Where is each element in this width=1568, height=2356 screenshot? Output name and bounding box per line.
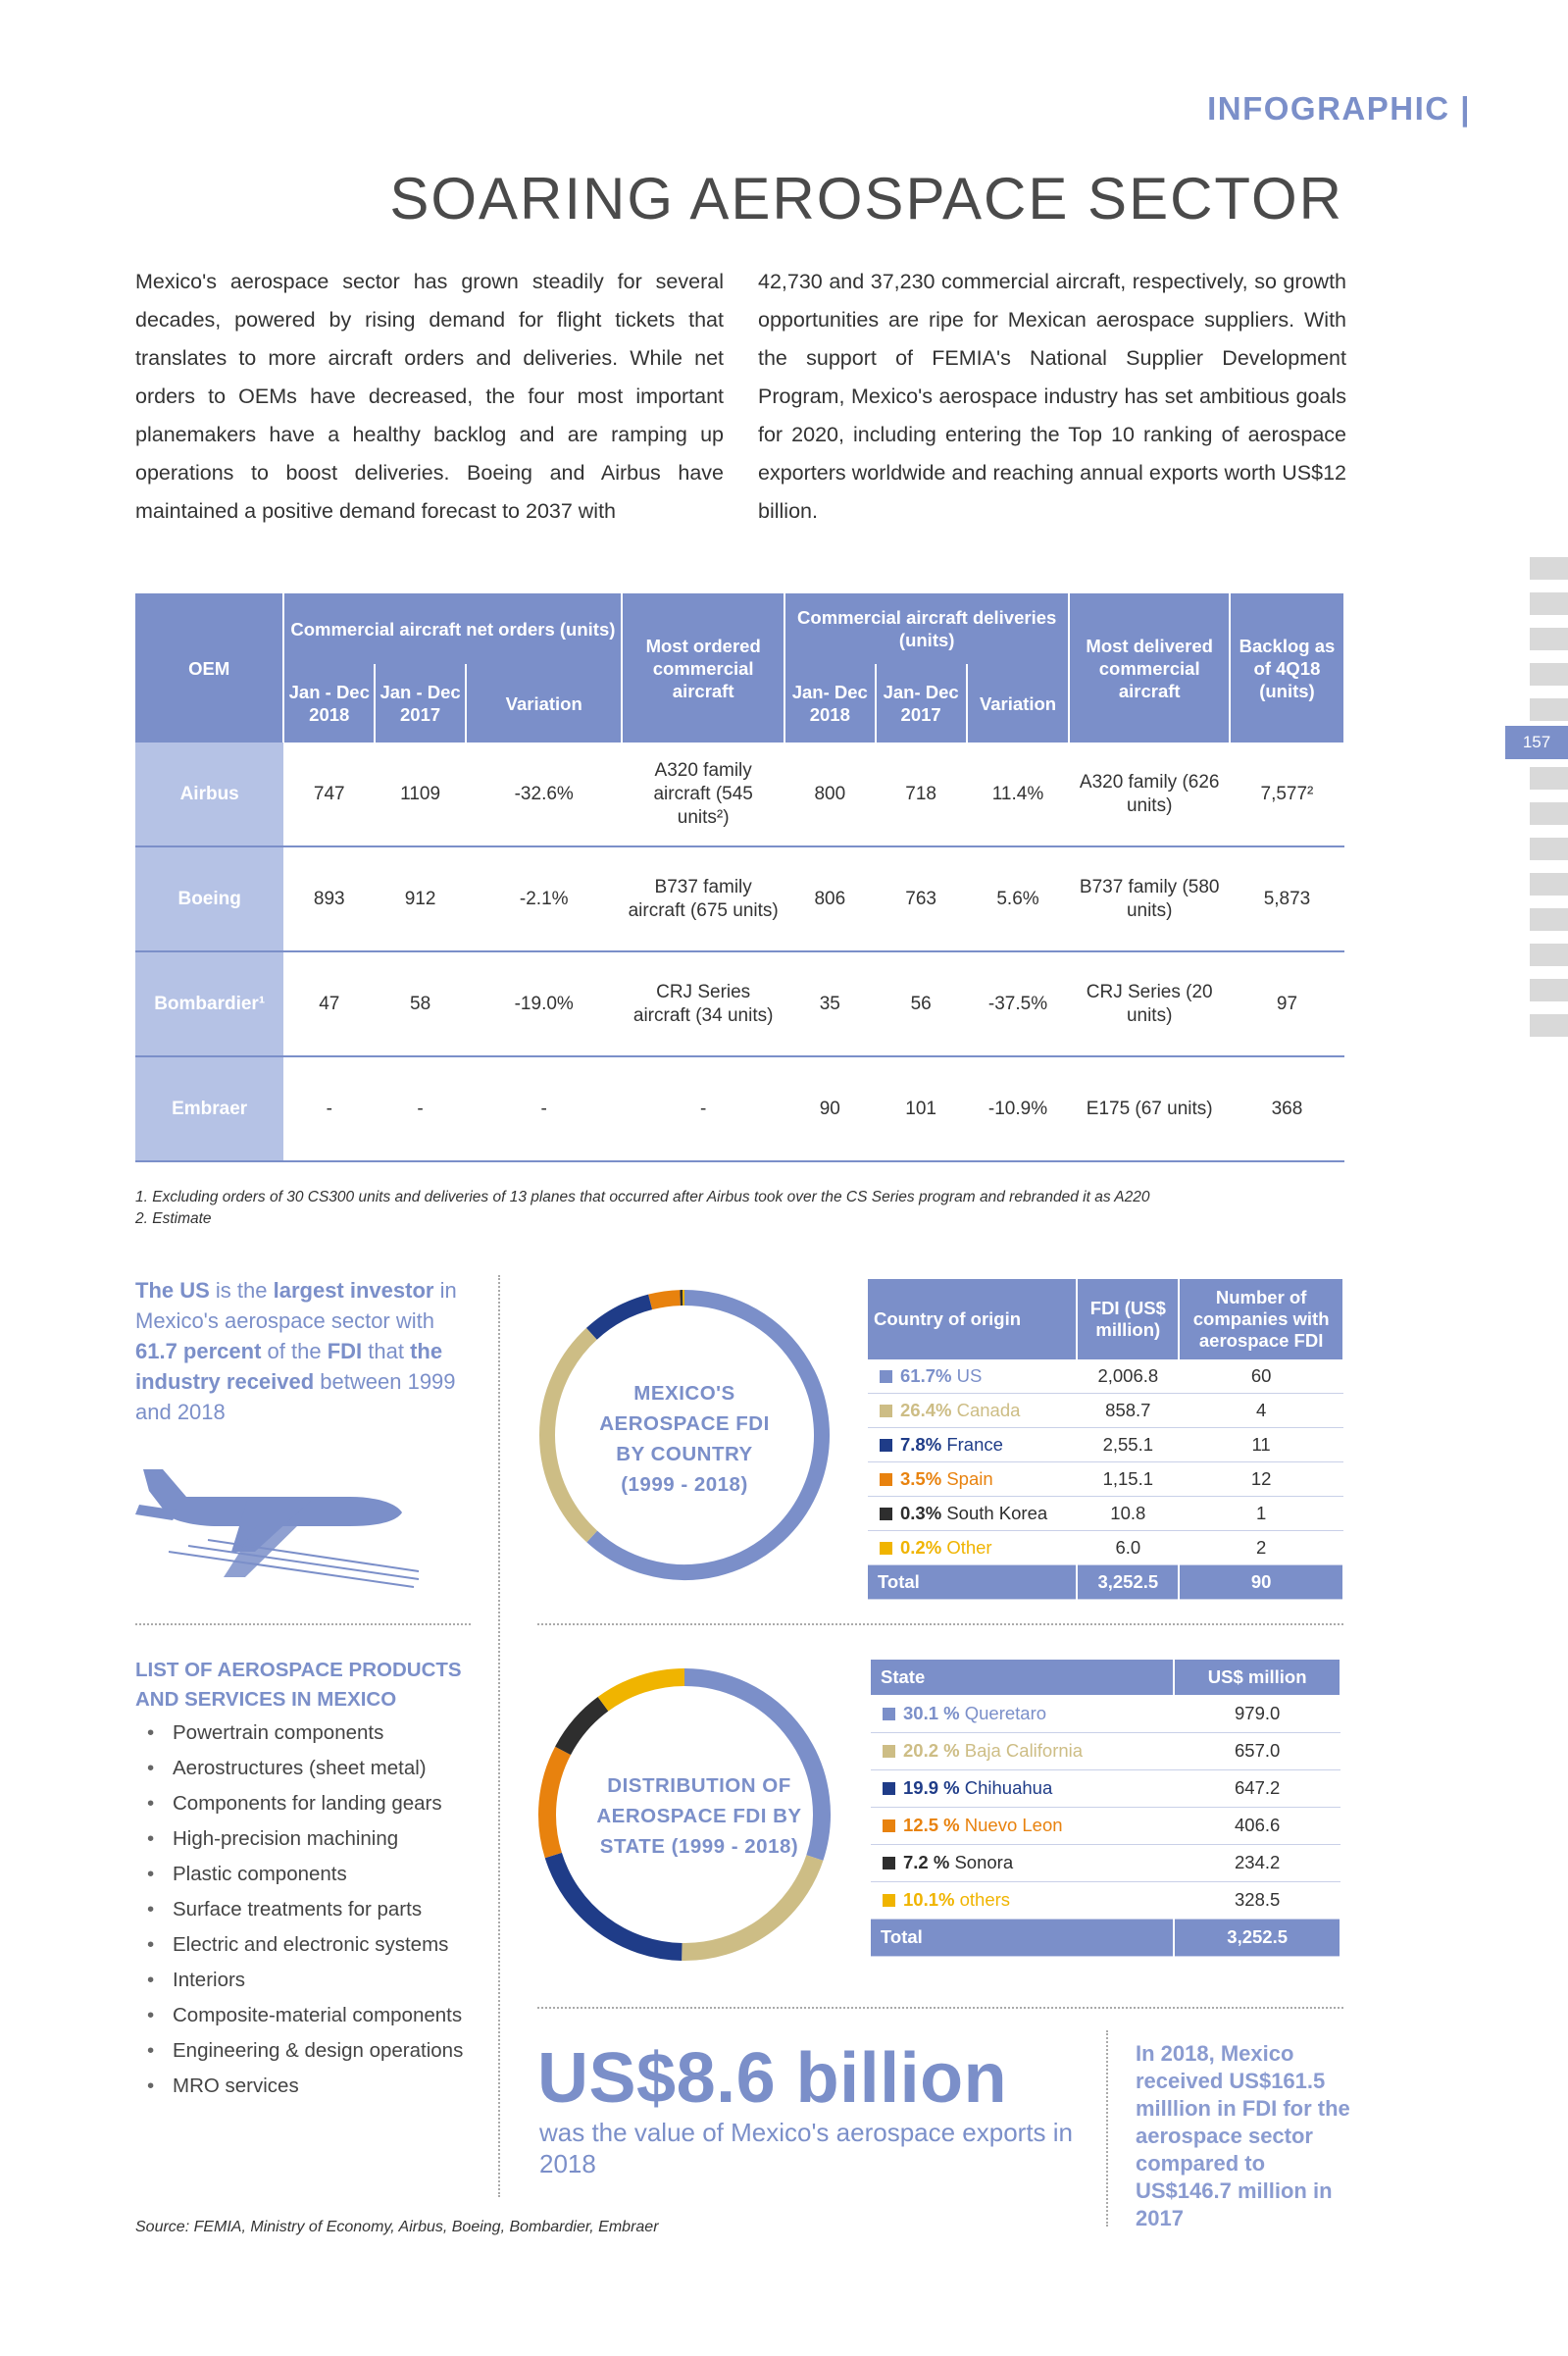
most-delivered: A320 family (626 units)	[1069, 743, 1229, 846]
callout-part: the industry received	[135, 1339, 443, 1394]
list-item: • Powertrain components	[173, 1719, 526, 1747]
swatch-icon	[880, 1439, 892, 1452]
table-row	[135, 743, 1344, 846]
orders-variation: -19.0%	[466, 951, 622, 1056]
company-count: 4	[1179, 1394, 1343, 1428]
callout-part: is the	[209, 1278, 274, 1303]
oem-name: Embraer	[135, 1056, 283, 1161]
callout-part: that	[362, 1339, 411, 1363]
company-count: 1	[1179, 1497, 1343, 1531]
header-deliveries-group: Commercial aircraft deliveries (units)	[784, 593, 1070, 664]
swatch-icon	[883, 1745, 895, 1758]
state-cell	[871, 1807, 1174, 1844]
donut-segment	[591, 1302, 650, 1333]
side-tab	[1530, 592, 1568, 615]
table-row	[135, 846, 1344, 951]
state-pct: 20.2 %	[903, 1740, 960, 1761]
header-most-delivered: Most delivered commercial aircraft	[1069, 593, 1229, 743]
fdi-country-donut-label	[557, 1378, 812, 1500]
list-item: • Engineering & design operations	[173, 2037, 526, 2065]
table-row	[871, 1807, 1340, 1844]
donut-segment	[547, 1751, 563, 1856]
header-orders-variation: Variation	[466, 664, 622, 743]
deliveries-2018: 35	[784, 951, 876, 1056]
side-tab	[1530, 1014, 1568, 1037]
state-value: 406.6	[1174, 1807, 1340, 1844]
swatch-icon	[883, 1894, 895, 1907]
swatch-icon	[883, 1819, 895, 1832]
list-item: • Plastic components	[173, 1861, 526, 1888]
state-name: Sonora	[954, 1852, 1014, 1872]
callout-part: in Mexico's aerospace sector with	[135, 1278, 457, 1333]
most-ordered: -	[622, 1056, 784, 1161]
oem-table	[135, 593, 1345, 1162]
country-name: Spain	[946, 1468, 993, 1489]
state-name: Nuevo Leon	[964, 1815, 1063, 1835]
oem-name: Airbus	[135, 743, 283, 846]
intro-right: 42,730 and 37,230 commercial aircraft, respectively, so growth opportunities are ripe for Mexican aerospace suppliers. With the support of FEMIA's National Supplier Development Program, Mexico's aerospace industry has set ambitious goals for 2020, including entering the Top 10 ranking of aerospace exporters worldwide and reaching annual exports worth US$12 billion.	[758, 270, 1346, 523]
most-ordered: B737 family aircraft (675 units)	[622, 846, 784, 951]
swatch-icon	[880, 1370, 892, 1383]
page-title: SOARING AEROSPACE SECTOR	[389, 166, 1343, 231]
country-name: France	[946, 1434, 1003, 1455]
callout-part: 61.7 percent	[135, 1339, 262, 1363]
fdi-state-table	[871, 1660, 1341, 1957]
products-list	[135, 1719, 526, 2108]
side-tab	[1530, 908, 1568, 931]
donut-label-line: MEXICO'S	[633, 1382, 735, 1405]
side-tab	[1530, 767, 1568, 790]
state-cell	[871, 1844, 1174, 1881]
state-name: others	[959, 1889, 1011, 1910]
donut-label-line: BY COUNTRY	[616, 1443, 753, 1465]
side-tab	[1530, 628, 1568, 650]
deliveries-variation: -10.9%	[967, 1056, 1070, 1161]
side-tab	[1530, 944, 1568, 966]
state-cell	[871, 1769, 1174, 1807]
table-row	[871, 1769, 1340, 1807]
callout-part: between 1999 and 2018	[135, 1369, 456, 1424]
orders-2017: 1109	[375, 743, 466, 846]
side-tab	[1530, 979, 1568, 1001]
section-tag: INFOGRAPHIC |	[1207, 90, 1471, 127]
vertical-divider	[1106, 2030, 1108, 2227]
state-cell	[871, 1732, 1174, 1769]
company-count: 12	[1179, 1462, 1343, 1497]
table-row	[871, 1732, 1340, 1769]
donut-label-line: (1999 - 2018)	[621, 1473, 748, 1496]
header-state: State	[871, 1660, 1174, 1695]
orders-2018: 893	[283, 846, 375, 951]
orders-2018: 47	[283, 951, 375, 1056]
state-pct: 19.9 %	[903, 1777, 960, 1798]
footnote-2: 2. Estimate	[135, 1210, 212, 1227]
state-pct: 10.1%	[903, 1889, 955, 1910]
swatch-icon	[883, 1708, 895, 1720]
deliveries-variation: 11.4%	[967, 743, 1070, 846]
swatch-icon	[883, 1857, 895, 1869]
country-pct: 0.2%	[900, 1537, 942, 1558]
table-row	[135, 951, 1344, 1056]
fdi-country-table	[868, 1279, 1344, 1600]
country-pct: 0.3%	[900, 1503, 942, 1523]
side-tab	[1530, 802, 1568, 825]
orders-2018: -	[283, 1056, 375, 1161]
us-investor-callout	[135, 1275, 469, 1427]
country-cell	[868, 1394, 1077, 1428]
list-item: • High-precision machining	[173, 1825, 526, 1853]
deliveries-2017: 763	[876, 846, 967, 951]
country-pct: 7.8%	[900, 1434, 942, 1455]
state-pct: 7.2 %	[903, 1852, 950, 1872]
orders-variation: -2.1%	[466, 846, 622, 951]
page-number: 157	[1505, 726, 1568, 759]
company-count: 11	[1179, 1428, 1343, 1462]
divider	[135, 1623, 471, 1625]
table-row	[868, 1531, 1343, 1565]
orders-2018: 747	[283, 743, 375, 846]
header-orders-group: Commercial aircraft net orders (units)	[283, 593, 622, 664]
oem-name: Boeing	[135, 846, 283, 951]
most-ordered: CRJ Series aircraft (34 units)	[622, 951, 784, 1056]
total-label: Total	[871, 1919, 1174, 1956]
donut-segment	[603, 1677, 684, 1704]
donut-label-line: STATE (1999 - 2018)	[599, 1835, 799, 1858]
country-name: South Korea	[946, 1503, 1048, 1523]
state-value: 657.0	[1174, 1732, 1340, 1769]
list-item: • Composite-material components	[173, 2002, 526, 2029]
deliveries-variation: 5.6%	[967, 846, 1070, 951]
most-ordered: A320 family aircraft (545 units²)	[622, 743, 784, 846]
header-deliveries-2017: Jan- Dec 2017	[876, 664, 967, 743]
deliveries-variation: -37.5%	[967, 951, 1070, 1056]
table-row	[868, 1497, 1343, 1531]
most-delivered: CRJ Series (20 units)	[1069, 951, 1229, 1056]
source-note: Source: FEMIA, Ministry of Economy, Airbus, Boeing, Bombardier, Embraer	[135, 2219, 659, 2235]
backlog: 5,873	[1230, 846, 1344, 951]
orders-2017: 912	[375, 846, 466, 951]
backlog: 97	[1230, 951, 1344, 1056]
header-orders-2018: Jan - Dec 2018	[283, 664, 375, 743]
callout-part: The US	[135, 1278, 210, 1303]
state-cell	[871, 1881, 1174, 1919]
fdi-state-donut-label	[567, 1770, 832, 1862]
intro-left: Mexico's aerospace sector has grown steadily for several decades, powered by rising demand for flight tickets that translates to more aircraft orders and deliveries. While net orders to OEMs have decreased, the four most important planemakers have a healthy backlog and are ramping up operations to boost deliveries. Boeing and Airbus have maintained a positive demand forecast to 2037 with	[135, 270, 724, 523]
deliveries-2018: 806	[784, 846, 876, 951]
fdi-note: In 2018, Mexico received US$161.5 milllion in FDI for the aerospace sector compared to US$146.7 million in 2017	[1136, 2041, 1350, 2230]
most-delivered: B737 family (580 units)	[1069, 846, 1229, 951]
company-count: 60	[1179, 1359, 1343, 1394]
orders-2017: 58	[375, 951, 466, 1056]
exports-value: US$8.6 billion	[537, 2039, 1008, 2118]
donut-label-line: AEROSPACE FDI	[599, 1412, 770, 1435]
swatch-icon	[880, 1542, 892, 1555]
table-row	[135, 1056, 1344, 1161]
state-value: 328.5	[1174, 1881, 1340, 1919]
most-delivered: E175 (67 units)	[1069, 1056, 1229, 1161]
orders-variation: -	[466, 1056, 622, 1161]
country-cell	[868, 1428, 1077, 1462]
country-cell	[868, 1531, 1077, 1565]
callout-part: largest investor	[273, 1278, 434, 1303]
state-pct: 30.1 %	[903, 1702, 960, 1723]
list-item: • Components for landing gears	[173, 1790, 526, 1818]
table-row	[868, 1359, 1343, 1394]
donut-segment	[682, 1858, 815, 1952]
callout-part: FDI	[327, 1339, 363, 1363]
divider	[537, 2007, 1343, 2009]
fdi-value: 2,55.1	[1077, 1428, 1179, 1462]
state-cell	[871, 1695, 1174, 1732]
callout-part: of the	[261, 1339, 328, 1363]
side-tab	[1530, 873, 1568, 896]
total-value: 3,252.5	[1174, 1919, 1340, 1956]
state-value: 647.2	[1174, 1769, 1340, 1807]
exports-caption: was the value of Mexico's aerospace exports in 2018	[539, 2118, 1074, 2178]
deliveries-2017: 718	[876, 743, 967, 846]
header-value: US$ million	[1174, 1660, 1340, 1695]
state-pct: 12.5 %	[903, 1815, 960, 1835]
table-row	[871, 1881, 1340, 1919]
header-most-ordered: Most ordered commercial aircraft	[622, 593, 784, 743]
list-item: • Aerostructures (sheet metal)	[173, 1755, 526, 1782]
header-oem: OEM	[135, 593, 283, 743]
divider	[537, 1623, 1343, 1625]
state-name: Baja California	[964, 1740, 1084, 1761]
donut-segment	[650, 1298, 680, 1302]
list-item: • Electric and electronic systems	[173, 1931, 526, 1959]
list-item: • Interiors	[173, 1967, 526, 1994]
state-name: Chihuahua	[964, 1777, 1053, 1798]
deliveries-2017: 56	[876, 951, 967, 1056]
company-count: 2	[1179, 1531, 1343, 1565]
swatch-icon	[880, 1508, 892, 1520]
footnote-1: 1. Excluding orders of 30 CS300 units and deliveries of 13 planes that occurred after Airbus took over the CS Series program and rebranded it as A220	[135, 1189, 1150, 1205]
total-row	[871, 1919, 1340, 1956]
country-cell	[868, 1497, 1077, 1531]
side-tab	[1530, 698, 1568, 721]
swatch-icon	[883, 1782, 895, 1795]
backlog: 7,577²	[1230, 743, 1344, 846]
swatch-icon	[880, 1473, 892, 1486]
donut-label-line: DISTRIBUTION OF	[607, 1774, 791, 1797]
total-label: Total	[868, 1565, 1077, 1600]
donut-label-line: AEROSPACE FDI BY	[596, 1805, 802, 1827]
list-item: • Surface treatments for parts	[173, 1896, 526, 1923]
oem-name: Bombardier¹	[135, 951, 283, 1056]
state-value: 234.2	[1174, 1844, 1340, 1881]
header-deliveries-variation: Variation	[967, 664, 1070, 743]
fdi-value: 2,006.8	[1077, 1359, 1179, 1394]
table-row	[871, 1695, 1340, 1732]
state-name: Queretaro	[964, 1702, 1047, 1723]
deliveries-2018: 90	[784, 1056, 876, 1161]
state-value: 979.0	[1174, 1695, 1340, 1732]
side-tab	[1530, 663, 1568, 686]
country-pct: 26.4%	[900, 1400, 952, 1420]
table-row	[868, 1462, 1343, 1497]
country-name: Canada	[956, 1400, 1021, 1420]
country-pct: 61.7%	[900, 1365, 952, 1386]
side-tab	[1530, 557, 1568, 580]
country-pct: 3.5%	[900, 1468, 942, 1489]
table-row	[868, 1428, 1343, 1462]
header-fdi: FDI (US$ million)	[1077, 1279, 1179, 1359]
side-tab	[1530, 838, 1568, 860]
total-fdi: 3,252.5	[1077, 1565, 1179, 1600]
orders-2017: -	[375, 1056, 466, 1161]
table-row	[871, 1844, 1340, 1881]
donut-segment	[553, 1856, 682, 1952]
header-backlog: Backlog as of 4Q18 (units)	[1230, 593, 1344, 743]
fdi-value: 1,15.1	[1077, 1462, 1179, 1497]
header-orders-2017: Jan - Dec 2017	[375, 664, 466, 743]
swatch-icon	[880, 1405, 892, 1417]
country-cell	[868, 1359, 1077, 1394]
backlog: 368	[1230, 1056, 1344, 1161]
total-companies: 90	[1179, 1565, 1343, 1600]
deliveries-2018: 800	[784, 743, 876, 846]
fdi-value: 10.8	[1077, 1497, 1179, 1531]
orders-variation: -32.6%	[466, 743, 622, 846]
products-title: LIST OF AEROSPACE PRODUCTS AND SERVICES IN MEXICO	[135, 1659, 462, 1711]
country-name: Other	[946, 1537, 992, 1558]
country-name: US	[956, 1365, 983, 1386]
total-row	[868, 1565, 1343, 1600]
header-deliveries-2018: Jan- Dec 2018	[784, 664, 876, 743]
donut-segment	[563, 1704, 603, 1751]
table-row	[868, 1394, 1343, 1428]
deliveries-2017: 101	[876, 1056, 967, 1161]
header-companies: Number of companies with aerospace FDI	[1179, 1279, 1343, 1359]
list-item: • MRO services	[173, 2073, 526, 2100]
fdi-value: 858.7	[1077, 1394, 1179, 1428]
header-country: Country of origin	[868, 1279, 1077, 1359]
country-cell	[868, 1462, 1077, 1497]
fdi-value: 6.0	[1077, 1531, 1179, 1565]
airplane-icon	[129, 1442, 424, 1589]
